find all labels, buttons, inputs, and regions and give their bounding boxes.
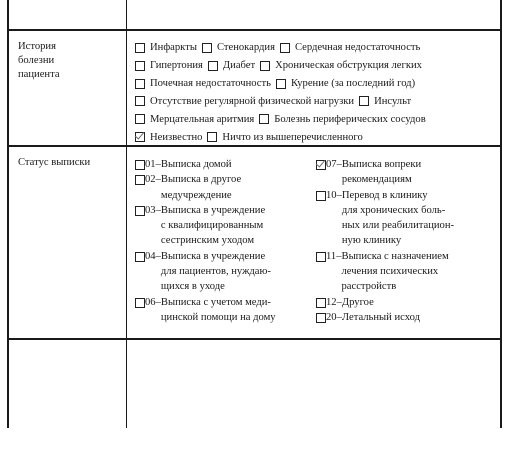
history-option-label: Сердечная недостаточность: [294, 42, 421, 53]
history-option[interactable]: [260, 58, 422, 73]
history-option-label: Инсульт: [374, 95, 412, 107]
history-option[interactable]: [208, 58, 255, 73]
row-divider-top: [7, 29, 502, 31]
history-options-row: [135, 94, 507, 112]
checkbox-icon[interactable]: [135, 160, 145, 170]
checkbox-icon[interactable]: [135, 114, 145, 124]
discharge-dash: –: [336, 159, 342, 170]
history-option[interactable]: [135, 112, 254, 127]
history-option-label: Почечная недостаточность: [150, 77, 271, 89]
checkbox-icon[interactable]: [207, 132, 217, 142]
checkbox-checked-icon[interactable]: [316, 160, 326, 170]
checkbox-icon[interactable]: [316, 191, 326, 201]
discharge-option-label: Выписка с учетом меди- цинской помощи на дому: [160, 296, 276, 323]
discharge-option[interactable]: [135, 172, 313, 203]
discharge-option-label: Выписка домой: [160, 159, 232, 170]
discharge-option[interactable]: [135, 203, 313, 249]
checkbox-icon[interactable]: [316, 252, 326, 262]
discharge-dash: –: [336, 311, 342, 323]
discharge-dash: –: [155, 296, 161, 308]
discharge-option[interactable]: [135, 295, 313, 326]
history-options-row: [135, 40, 507, 58]
history-option-label: Отсутствие регулярной физической нагрузки: [150, 95, 355, 107]
discharge-code: 07: [326, 159, 337, 170]
history-option-label: Болезнь периферических сосудов: [274, 113, 426, 125]
checkbox-icon[interactable]: [135, 43, 145, 53]
history-option-label: Диабет: [222, 59, 256, 71]
discharge-dash: –: [155, 159, 161, 170]
checkbox-icon[interactable]: [316, 298, 326, 308]
discharge-option-label: Перевод в клинику для хронических боль- ных или реабилитацион- ную клинику: [341, 189, 455, 247]
checkbox-icon[interactable]: [359, 96, 369, 106]
discharge-code: 10: [326, 189, 337, 201]
column-divider: [126, 0, 127, 428]
history-option-label: Неизвестно: [150, 131, 203, 143]
checkbox-icon[interactable]: [316, 313, 326, 323]
history-option[interactable]: [135, 94, 354, 109]
checkbox-icon[interactable]: [202, 43, 212, 53]
discharge-option[interactable]: [316, 188, 500, 249]
discharge-dash: –: [155, 174, 161, 186]
discharge-dash: –: [336, 250, 342, 262]
discharge-option[interactable]: [135, 157, 313, 172]
discharge-code: 04: [145, 250, 156, 262]
history-options-row: [135, 130, 507, 148]
history-option[interactable]: [280, 40, 420, 55]
discharge-option[interactable]: [135, 249, 313, 295]
checkbox-icon[interactable]: [280, 43, 290, 53]
discharge-option[interactable]: [316, 310, 500, 325]
discharge-option-label: Выписка с назначением лечения психических расстройств: [341, 250, 449, 293]
checkbox-icon[interactable]: [135, 298, 145, 308]
history-option[interactable]: [135, 130, 202, 145]
history-option[interactable]: [276, 76, 415, 91]
discharge-option[interactable]: [316, 157, 500, 188]
table-border-left: [7, 0, 9, 428]
discharge-code: 06: [145, 296, 156, 308]
history-option-label: Инфаркты: [150, 42, 197, 53]
discharge-right-column: [316, 157, 500, 325]
discharge-option[interactable]: [316, 249, 500, 295]
discharge-option-label: Выписка в учреждение с квалифицированным сестринским уходом: [160, 204, 266, 247]
history-option-label: Мерцательная аритмия: [150, 113, 255, 125]
discharge-code: 03: [145, 204, 156, 216]
discharge-code: 01: [145, 159, 156, 170]
checkbox-icon[interactable]: [135, 252, 145, 262]
history-option-label: Хроническая обструкция легких: [275, 59, 422, 71]
checkbox-icon[interactable]: [135, 206, 145, 216]
history-option[interactable]: [135, 58, 203, 73]
history-option[interactable]: [359, 94, 411, 109]
checkbox-icon[interactable]: [208, 61, 218, 71]
history-options-row: [135, 58, 507, 76]
history-option[interactable]: [207, 130, 362, 145]
history-option-label: Гипертония: [150, 59, 203, 71]
discharge-dash: –: [155, 250, 161, 262]
discharge-option-label: Выписка вопреки рекомендациям: [341, 159, 422, 186]
history-option-label: Курение (за последний год): [290, 77, 416, 89]
medical-history-options: [135, 40, 507, 148]
discharge-option[interactable]: [316, 295, 500, 310]
history-option[interactable]: [135, 76, 271, 91]
checkbox-icon[interactable]: [135, 175, 145, 185]
discharge-status-label: Статус выписки: [18, 157, 91, 168]
discharge-code: 11: [326, 250, 337, 262]
checkbox-icon[interactable]: [135, 79, 145, 89]
history-options-row: [135, 76, 507, 94]
history-option[interactable]: [135, 40, 197, 55]
checkbox-icon[interactable]: [260, 61, 270, 71]
history-option[interactable]: [259, 112, 425, 127]
checkbox-icon[interactable]: [135, 61, 145, 71]
discharge-dash: –: [336, 189, 342, 201]
discharge-option-label: Летальный исход: [341, 311, 420, 323]
discharge-option-label: Другое: [341, 296, 374, 308]
discharge-left-column: [135, 157, 313, 325]
history-options-row: [135, 112, 507, 130]
history-option-label: Стенокардия: [216, 42, 275, 53]
history-option-label: Ничто из вышеперечисленного: [222, 131, 363, 143]
discharge-dash: –: [336, 296, 342, 308]
row-divider-bottom: [7, 338, 502, 340]
discharge-code: 02: [145, 174, 156, 186]
history-option[interactable]: [202, 40, 275, 55]
discharge-code: 12: [326, 296, 337, 308]
checkbox-icon[interactable]: [276, 79, 286, 89]
discharge-option-label: Выписка в учреждение для пациентов, нуждаю- щихся в уходе: [160, 250, 271, 293]
discharge-dash: –: [155, 204, 161, 216]
discharge-code: 20: [326, 311, 337, 323]
discharge-option-label: Выписка в другое медучреждение: [160, 174, 242, 201]
medical-history-label: История болезни пациента: [18, 41, 60, 80]
checkbox-icon[interactable]: [135, 96, 145, 106]
checkbox-checked-icon[interactable]: [135, 132, 145, 142]
checkbox-icon[interactable]: [259, 114, 269, 124]
